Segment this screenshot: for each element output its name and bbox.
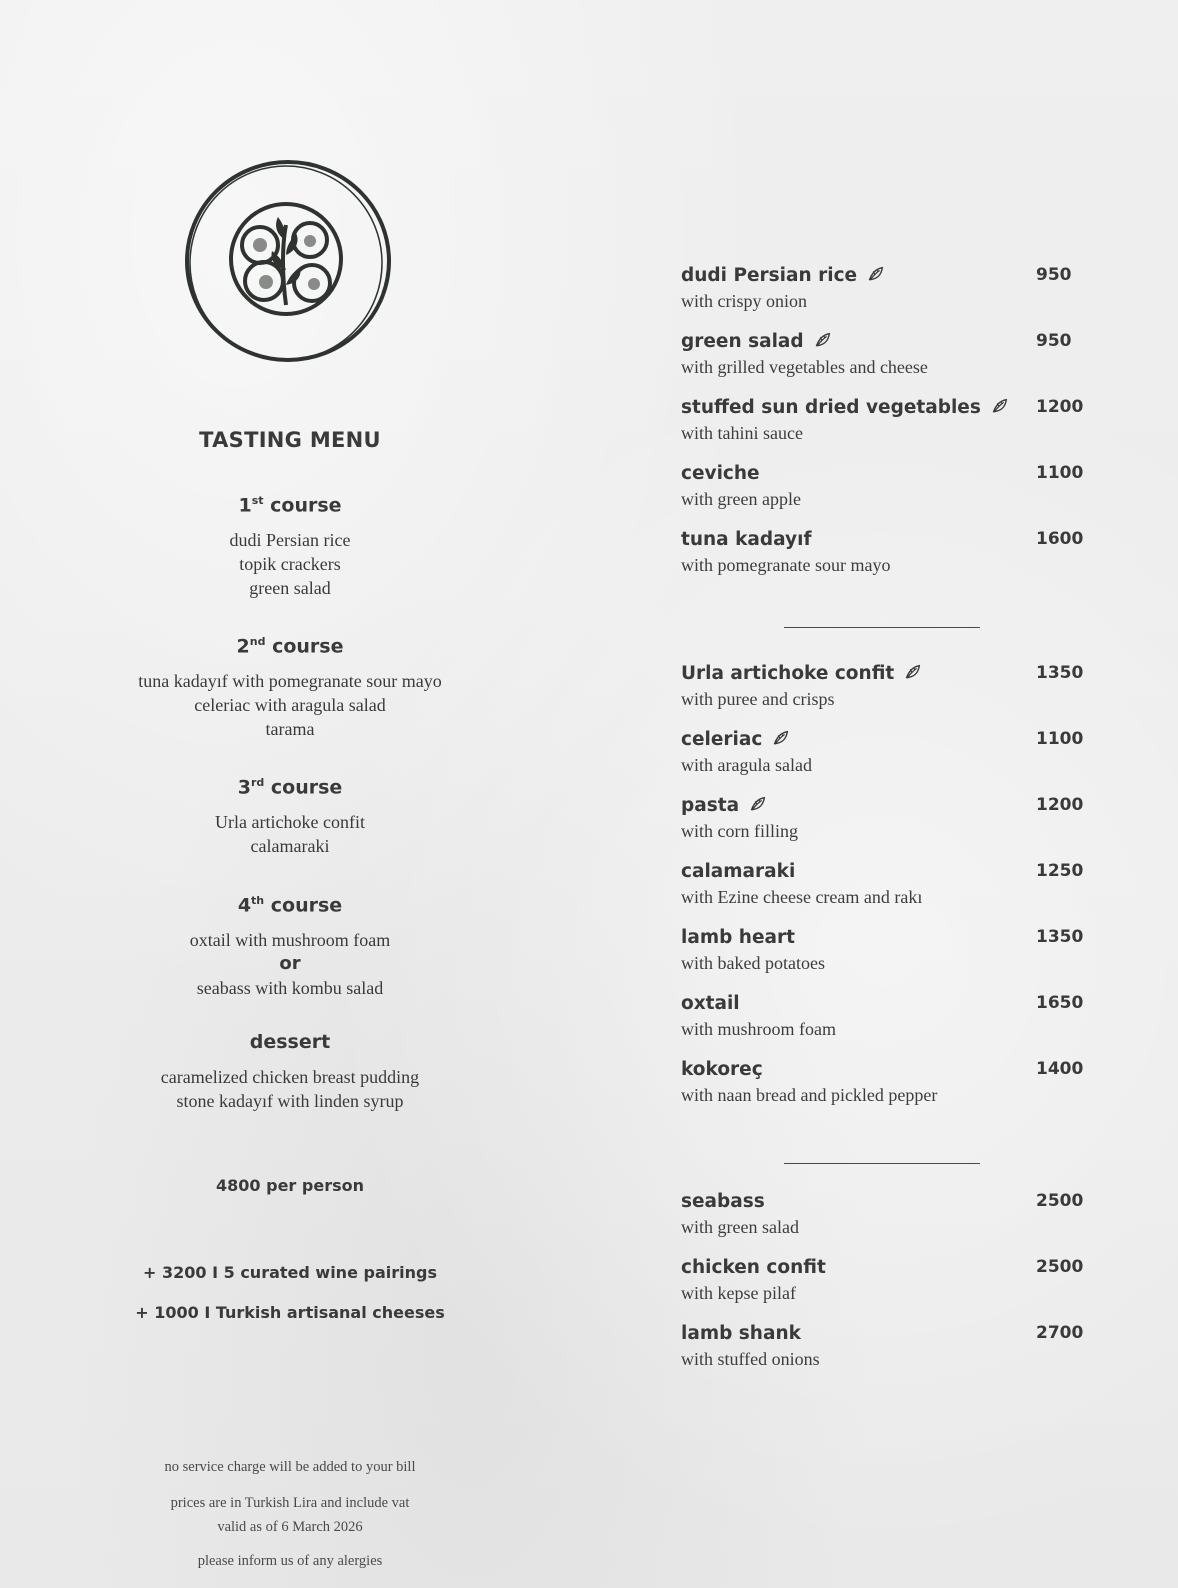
course-heading: 3rd course	[237, 776, 343, 799]
dish-description: with puree and crisps	[681, 689, 835, 709]
dish-name: seabass	[681, 1191, 765, 1212]
dish-price: 2500	[1036, 1191, 1084, 1211]
course-item: seabass with kombu salad	[196, 978, 384, 999]
dish-price: 1400	[1036, 1059, 1084, 1079]
dish-description: with pomegranate sour mayo	[681, 555, 891, 575]
course-dessert	[90, 1031, 490, 1113]
tasting-menu-title: TASTING MENU	[199, 428, 381, 452]
dish-name: oxtail	[681, 993, 740, 1014]
dish-price: 1350	[1036, 927, 1084, 947]
course-heading: 4th course	[237, 894, 343, 917]
vegetarian-leaf-icon	[904, 663, 922, 681]
dish-description: with aragula salad	[681, 755, 812, 775]
course-item: celeriac with aragula salad	[194, 695, 386, 716]
course-heading: 1st course	[238, 494, 342, 517]
course-3	[90, 772, 490, 858]
dish-description: with kepse pilaf	[681, 1283, 796, 1303]
course-4	[90, 890, 490, 1000]
course-or: or	[279, 953, 301, 975]
dish-price: 1100	[1036, 463, 1084, 483]
validity-note: valid as of 6 March 2026	[217, 1519, 363, 1535]
menu-item	[681, 265, 1081, 313]
menu-item	[681, 1059, 1084, 1107]
dish-description: with crispy onion	[681, 291, 807, 311]
dish-price: 1350	[1036, 663, 1084, 683]
dish-description: with baked potatoes	[681, 953, 825, 973]
course-item: tuna kadayıf with pomegranate sour mayo	[138, 671, 442, 692]
dish-price: 1650	[1036, 993, 1084, 1013]
dish-description: with green apple	[681, 489, 801, 509]
vegetarian-leaf-icon	[867, 265, 885, 283]
dish-name: tuna kadayıf	[681, 529, 812, 550]
dish-description: with naan bread and pickled pepper	[681, 1085, 938, 1105]
menu-item	[681, 993, 1084, 1041]
course-item: Urla artichoke confit	[215, 812, 365, 833]
section-divider	[784, 1163, 980, 1164]
course-item: topik crackers	[239, 554, 341, 575]
dish-price: 1200	[1036, 397, 1084, 417]
vegetarian-leaf-icon	[814, 331, 832, 349]
service-charge-note: no service charge will be added to your bill	[164, 1459, 416, 1475]
menu-item	[681, 397, 1084, 445]
course-item: tarama	[265, 719, 315, 740]
menu-item	[681, 663, 1084, 711]
vegetarian-leaf-icon	[749, 795, 767, 813]
dish-description: with Ezine cheese cream and rakı	[681, 887, 923, 907]
course-item: stone kadayıf with linden syrup	[176, 1091, 404, 1111]
menu-item	[681, 729, 1084, 777]
dish-price: 1250	[1036, 861, 1084, 881]
dish-description: with stuffed onions	[681, 1349, 820, 1369]
course-item: green salad	[249, 578, 331, 599]
dish-name: Urla artichoke confit	[681, 663, 1081, 685]
plate-illustration-icon	[182, 155, 394, 367]
menu-item	[681, 795, 1084, 843]
course-item: dudi Persian rice	[229, 530, 351, 551]
dish-description: with grilled vegetables and cheese	[681, 357, 928, 377]
dish-name: kokoreç	[681, 1059, 763, 1080]
dish-price: 950	[1036, 331, 1072, 351]
allergy-note: please inform us of any alergies	[197, 1553, 383, 1569]
course-item: caramelized chicken breast pudding	[160, 1067, 420, 1087]
dish-name: pasta	[681, 795, 1081, 817]
dish-name: chicken confit	[681, 1257, 826, 1278]
cheese-extra: + 1000 I Turkish artisanal cheeses	[135, 1303, 445, 1322]
dish-name: calamaraki	[681, 861, 796, 882]
course-1	[90, 490, 490, 600]
dish-name: stuffed sun dried vegetables	[681, 397, 1081, 419]
menu-item	[681, 927, 1084, 975]
menu-item	[681, 331, 1081, 379]
tasting-price: 4800 per person	[216, 1176, 364, 1195]
menu-item	[681, 1257, 1084, 1305]
dish-name: celeriac	[681, 729, 1081, 751]
wine-pairing-extra: + 3200 I 5 curated wine pairings	[143, 1263, 437, 1282]
menu-item	[681, 1191, 1084, 1239]
dish-name: green salad	[681, 331, 1081, 353]
vegetarian-leaf-icon	[772, 729, 790, 747]
menu-item	[681, 529, 1084, 577]
course-2	[90, 631, 490, 741]
course-heading: 2nd course	[236, 635, 344, 658]
dish-price: 2500	[1036, 1257, 1084, 1277]
section-divider	[784, 627, 980, 628]
vegetarian-leaf-icon	[991, 397, 1009, 415]
dish-price: 950	[1036, 265, 1072, 285]
course-heading: dessert	[249, 1031, 331, 1053]
course-item: oxtail with mushroom foam	[189, 930, 391, 951]
dish-description: with mushroom foam	[681, 1019, 836, 1039]
dish-price: 2700	[1036, 1323, 1084, 1343]
course-item: calamaraki	[250, 836, 330, 857]
menu-item	[681, 861, 1084, 909]
dish-price: 1600	[1036, 529, 1084, 549]
dish-name: lamb shank	[681, 1323, 801, 1344]
dish-name: lamb heart	[681, 927, 795, 948]
dish-description: with corn filling	[681, 821, 798, 841]
menu-item	[681, 463, 1084, 511]
currency-note: prices are in Turkish Lira and include vat	[170, 1495, 410, 1511]
dish-price: 1200	[1036, 795, 1084, 815]
dish-description: with green salad	[681, 1217, 799, 1237]
dish-description: with tahini sauce	[681, 423, 803, 443]
dish-price: 1100	[1036, 729, 1084, 749]
menu-item	[681, 1323, 1084, 1371]
dish-name: ceviche	[681, 463, 760, 484]
dish-name: dudi Persian rice	[681, 265, 1081, 287]
